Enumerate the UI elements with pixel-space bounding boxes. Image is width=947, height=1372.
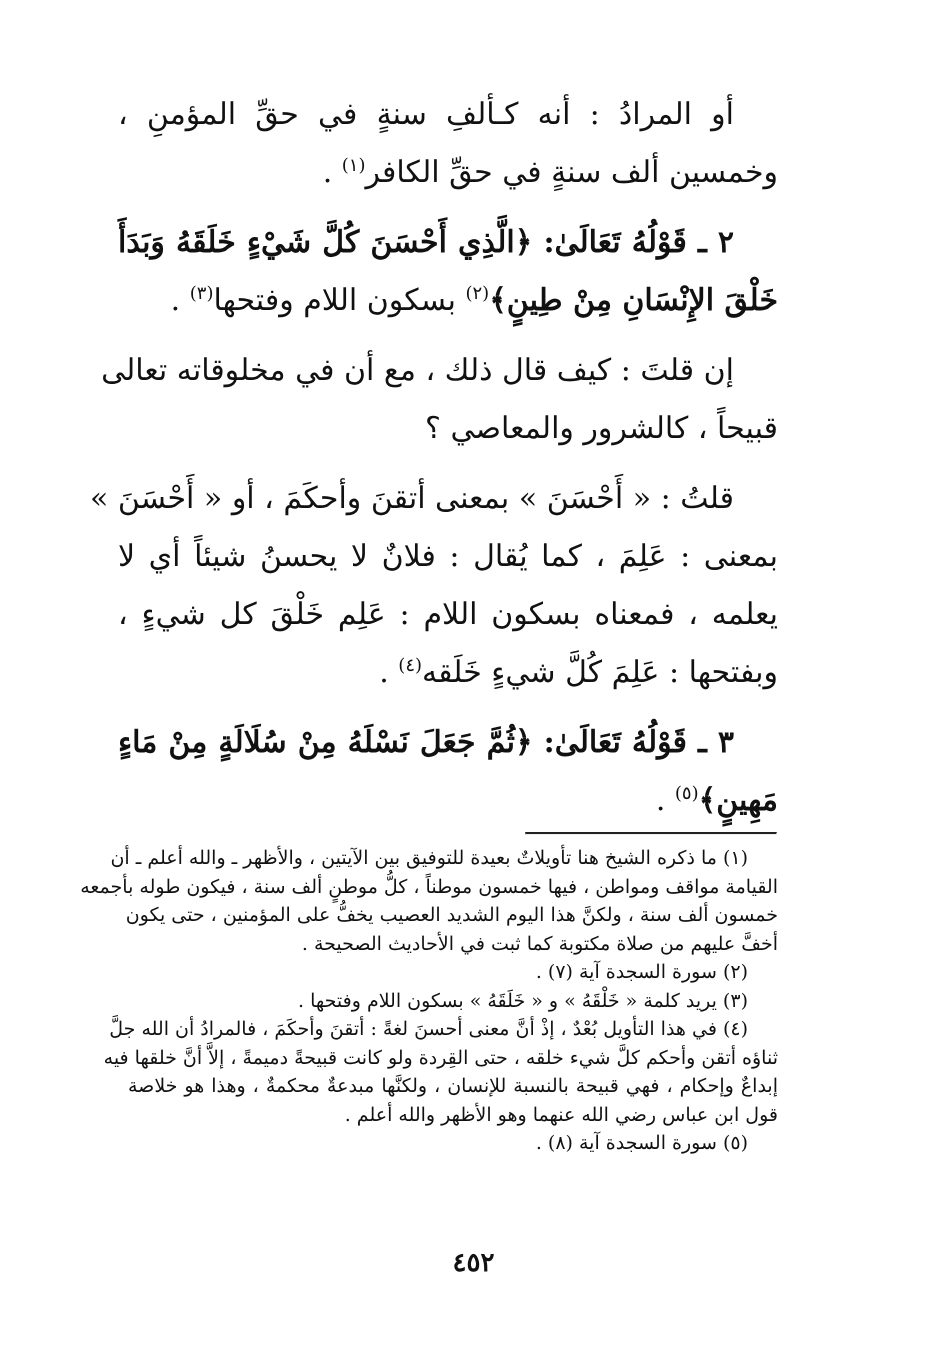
body-text-tail: . <box>322 155 342 190</box>
footnotes <box>80 844 778 1158</box>
body-line <box>118 144 778 202</box>
body-text: وبفتحها : عَلِمَ كُلَّ شيءٍ خَلَقه <box>422 655 778 690</box>
footnote-text: إبداعٌ وإحكام ، فهي قبيحة بالنسبة للإنسان ، ولكنَّها مبدعةٌ محكمةٌ ، وهذا هو خلاصة <box>128 1075 778 1097</box>
body-line <box>118 644 778 702</box>
page-number: ٤٥٢ <box>452 1248 495 1278</box>
body-text: ٣ ـ قَوْلُهُ تَعَالَىٰ: ﴿ثُمَّ جَعَلَ نَسْلَهُ مِنْ سُلَالَةٍ مِنْ مَاءٍ <box>118 725 734 760</box>
body-line <box>101 342 778 400</box>
footnote-line <box>109 1015 778 1044</box>
footnote-text: (١) ما ذكره الشيخ هنا تأويلاتٌ بعيدة للتوفيق بين الآيتين ، والأظهر ـ والله أعلم ـ أن <box>110 847 748 869</box>
body-line <box>118 528 778 586</box>
footnote-text: (٣) يريد كلمة « خَلْقَهُ » و « خَلَقَهُ » بسكون اللام وفتحها . <box>298 989 748 1012</box>
footnote-line <box>110 844 778 873</box>
footnote-line <box>125 901 778 930</box>
footnote-text: (٤) في هذا التأويل بُعْدٌ ، إذْ أنَّ معنى أحسنَ لغةً : أتقنَ وأحكَمَ ، فالمرادُ أن الله جلَّ <box>109 1018 748 1040</box>
body-text: يعلمه ، فمعناه بسكون اللام : عَلِم خَلْقَ كل شيءٍ ، <box>118 597 778 632</box>
footnote-separator <box>525 832 777 835</box>
footnote-line <box>128 1072 778 1101</box>
footnote-text: قول ابن عباس رضي الله عنهما وهو الأظهر والله أعلم . <box>344 1103 778 1126</box>
body-line <box>118 586 778 644</box>
body-text: أو المرادُ : أنه كـألفِ سنةٍ في حقِّ المؤمنِ ، <box>118 97 734 132</box>
footnote-line <box>128 958 778 987</box>
footnote-line <box>80 873 778 902</box>
footnote-text: خمسون ألف سنة ، ولكنَّ هذا اليوم الشديد العصيب يخفُّ على المؤمنين ، حتى يكون <box>125 904 778 926</box>
footnote-marker: (٣) <box>189 283 214 304</box>
body-text-tail: بسكون اللام وفتحها <box>213 283 466 318</box>
body-line <box>118 400 778 458</box>
body-text: قبيحاً ، كالشرور والمعاصي ؟ <box>425 411 778 446</box>
body-line <box>118 272 778 330</box>
footnote-line <box>128 1129 778 1158</box>
body-text-tail: . <box>379 655 399 690</box>
footnote-marker: (٥) <box>674 783 699 804</box>
body-line <box>118 86 778 144</box>
footnote-text: (٥) سورة السجدة آية (٨) . <box>535 1132 748 1154</box>
body-text-tail: . <box>655 783 675 818</box>
footnote-line <box>128 1101 778 1130</box>
footnote-text: أخفَّ عليهم من صلاة مكتوبة كما ثبت في الأحاديث الصحيحة . <box>301 932 778 955</box>
body-text: خَلْقَ الإِنْسَانِ مِنْ طِينٍ﴾ <box>489 283 778 318</box>
footnote-marker: (٢) <box>465 283 490 304</box>
body-text: ٢ ـ قَوْلُهُ تَعَالَىٰ: ﴿الَّذِي أَحْسَنَ كُلَّ شَيْءٍ خَلَقَهُ وَبَدَأَ <box>118 225 734 260</box>
body-line <box>118 772 778 830</box>
body-line <box>118 714 778 772</box>
body-text: وخمسين ألف سنةٍ في حقِّ الكافر <box>365 155 778 190</box>
body-line <box>118 214 778 272</box>
body-text: بمعنى : عَلِمَ ، كما يُقال : فلانٌ لا يحسنُ شيئاً أي لا <box>118 539 778 574</box>
footnote-text: (٢) سورة السجدة آية (٧) . <box>535 961 748 983</box>
footnote-line <box>128 930 778 959</box>
footnote-text: القيامة مواقف ومواطن ، فيها خمسون موطناً ، كلُّ موطنٍ ألف سنة ، فيكون طوله بأجمعه <box>80 875 778 898</box>
body-text: إن قلتَ : كيف قال ذلك ، مع أن في مخلوقاته تعالى <box>101 353 734 388</box>
body-text: مَهِينٍ﴾ <box>698 783 778 818</box>
footnote-marker: (١) <box>341 155 366 176</box>
body-line <box>90 470 778 528</box>
footnote-marker: (٤) <box>398 655 423 676</box>
footnote-line <box>103 1044 778 1073</box>
footnote-text: ثناؤه أتقن وأحكم كلَّ شيء خلقه ، حتى القِردة ولو كانت قبيحةً دميمةً ، إلاَّ أنَّ خلقها فيه <box>103 1046 778 1069</box>
body-text: قلتُ : « أَحْسَنَ » بمعنى أتقنَ وأحكَمَ ، أو « أَحْسَنَ » <box>90 481 734 516</box>
main-text <box>90 86 778 830</box>
body-text-tail: . <box>170 283 190 318</box>
footnote-line <box>128 987 778 1016</box>
